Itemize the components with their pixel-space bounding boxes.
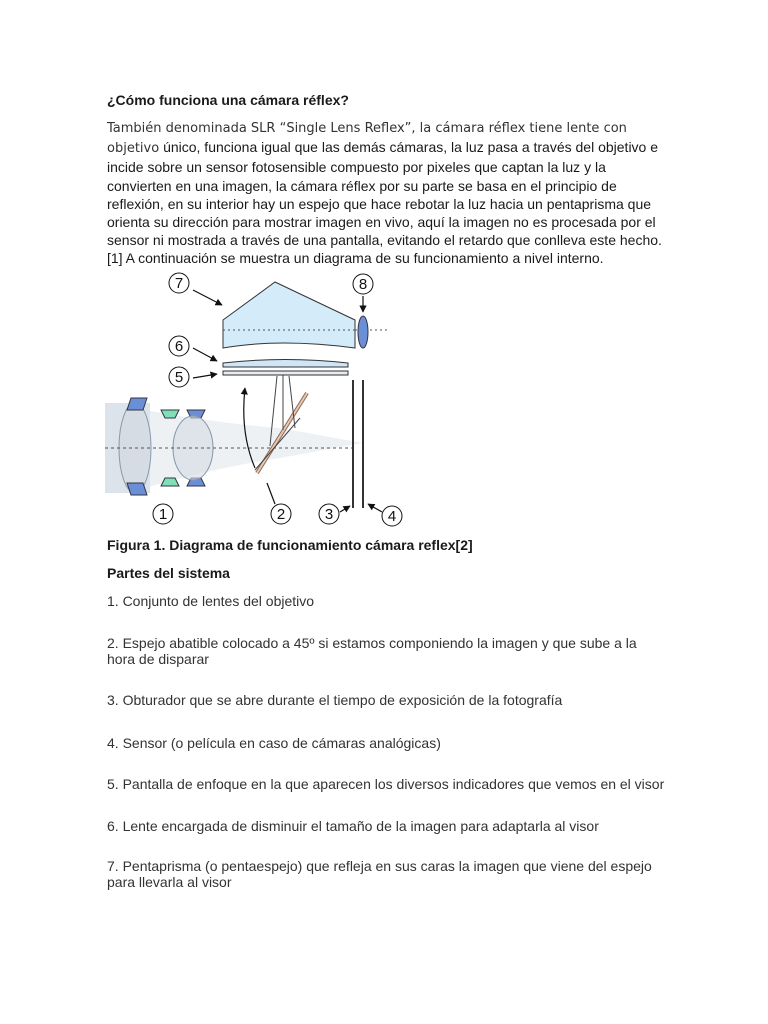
label-2 [271,504,291,524]
part-item-4: 4. Sensor (o película en caso de cámaras analógicas) [107,735,441,751]
label-8 [353,274,373,294]
pentaprism [223,282,355,348]
label-1 [153,504,173,524]
label-4 [382,506,402,526]
label-6 [169,336,189,356]
page-heading: ¿Cómo funciona una cámara réflex? [107,92,349,108]
intro-rest: único, funciona igual que las demás cámaras, la luz pasa a través del objetivo e incide sobre un sensor fotosensible compuesto por pixeles que captan la luz y la convierten en una imagen, la cámara réflex por su parte se basa en el principio de reflexión, en su interior hay un espejo que hace rebotar la luz hacia un pentaprisma que orienta su dirección para mostrar imagen en vivo, aquí la imagen no es procesada por el sensor ni mostrada a través de una pantalla, evitando el retardo que conlleva este hecho.[1] A continuación se muestra un diagrama de su funcionamiento a nivel interno. [107,139,662,267]
label-3-text: 3 [324,506,334,523]
label-8-text: 8 [358,276,368,293]
focusing-screen [223,371,348,375]
part-item-5: 5. Pantalla de enfoque en la que aparecen los diversos indicadores que vemos en el visor [107,776,665,792]
parts-title: Partes del sistema [107,565,230,581]
part-item-7: 7. Pentaprisma (o pentaespejo) que refleja en sus caras la imagen que viene del espejo para llevarla al visor [107,858,652,890]
figure-caption: Figura 1. Diagrama de funcionamiento cámara reflex[2] [107,537,473,553]
intro-first-line: También denominada SLR “Single Lens Reflex”, la cámara réflex tiene lente con objetivo [107,121,627,157]
intro-paragraph [107,118,667,268]
part-item-2: 2. Espejo abatible colocado a 45º si estamos componiendo la imagen y que sube a la hora de disparar [107,635,637,667]
lens-blue-1 [127,398,147,410]
part-item-1: 1. Conjunto de lentes del objetivo [107,593,315,609]
part-item-6: 6. Lente encargada de disminuir el tamaño de la imagen para adaptarla al visor [107,818,599,834]
label-1-text: 1 [158,506,168,523]
label-5-text: 5 [174,369,184,386]
part-item-3: 3. Obturador que se abre durante el tiempo de exposición de la fotografía [107,692,563,708]
eyepiece-lens [358,316,368,348]
label-2-text: 2 [276,506,286,523]
label-6-text: 6 [174,338,184,355]
label-7 [169,273,189,293]
lens-blue-2 [127,483,147,495]
label-4-text: 4 [387,508,397,525]
condenser-lens [223,360,348,368]
label-5 [169,367,189,387]
slr-diagram [105,268,405,530]
label-7-text: 7 [174,275,184,292]
label-3 [319,504,339,524]
